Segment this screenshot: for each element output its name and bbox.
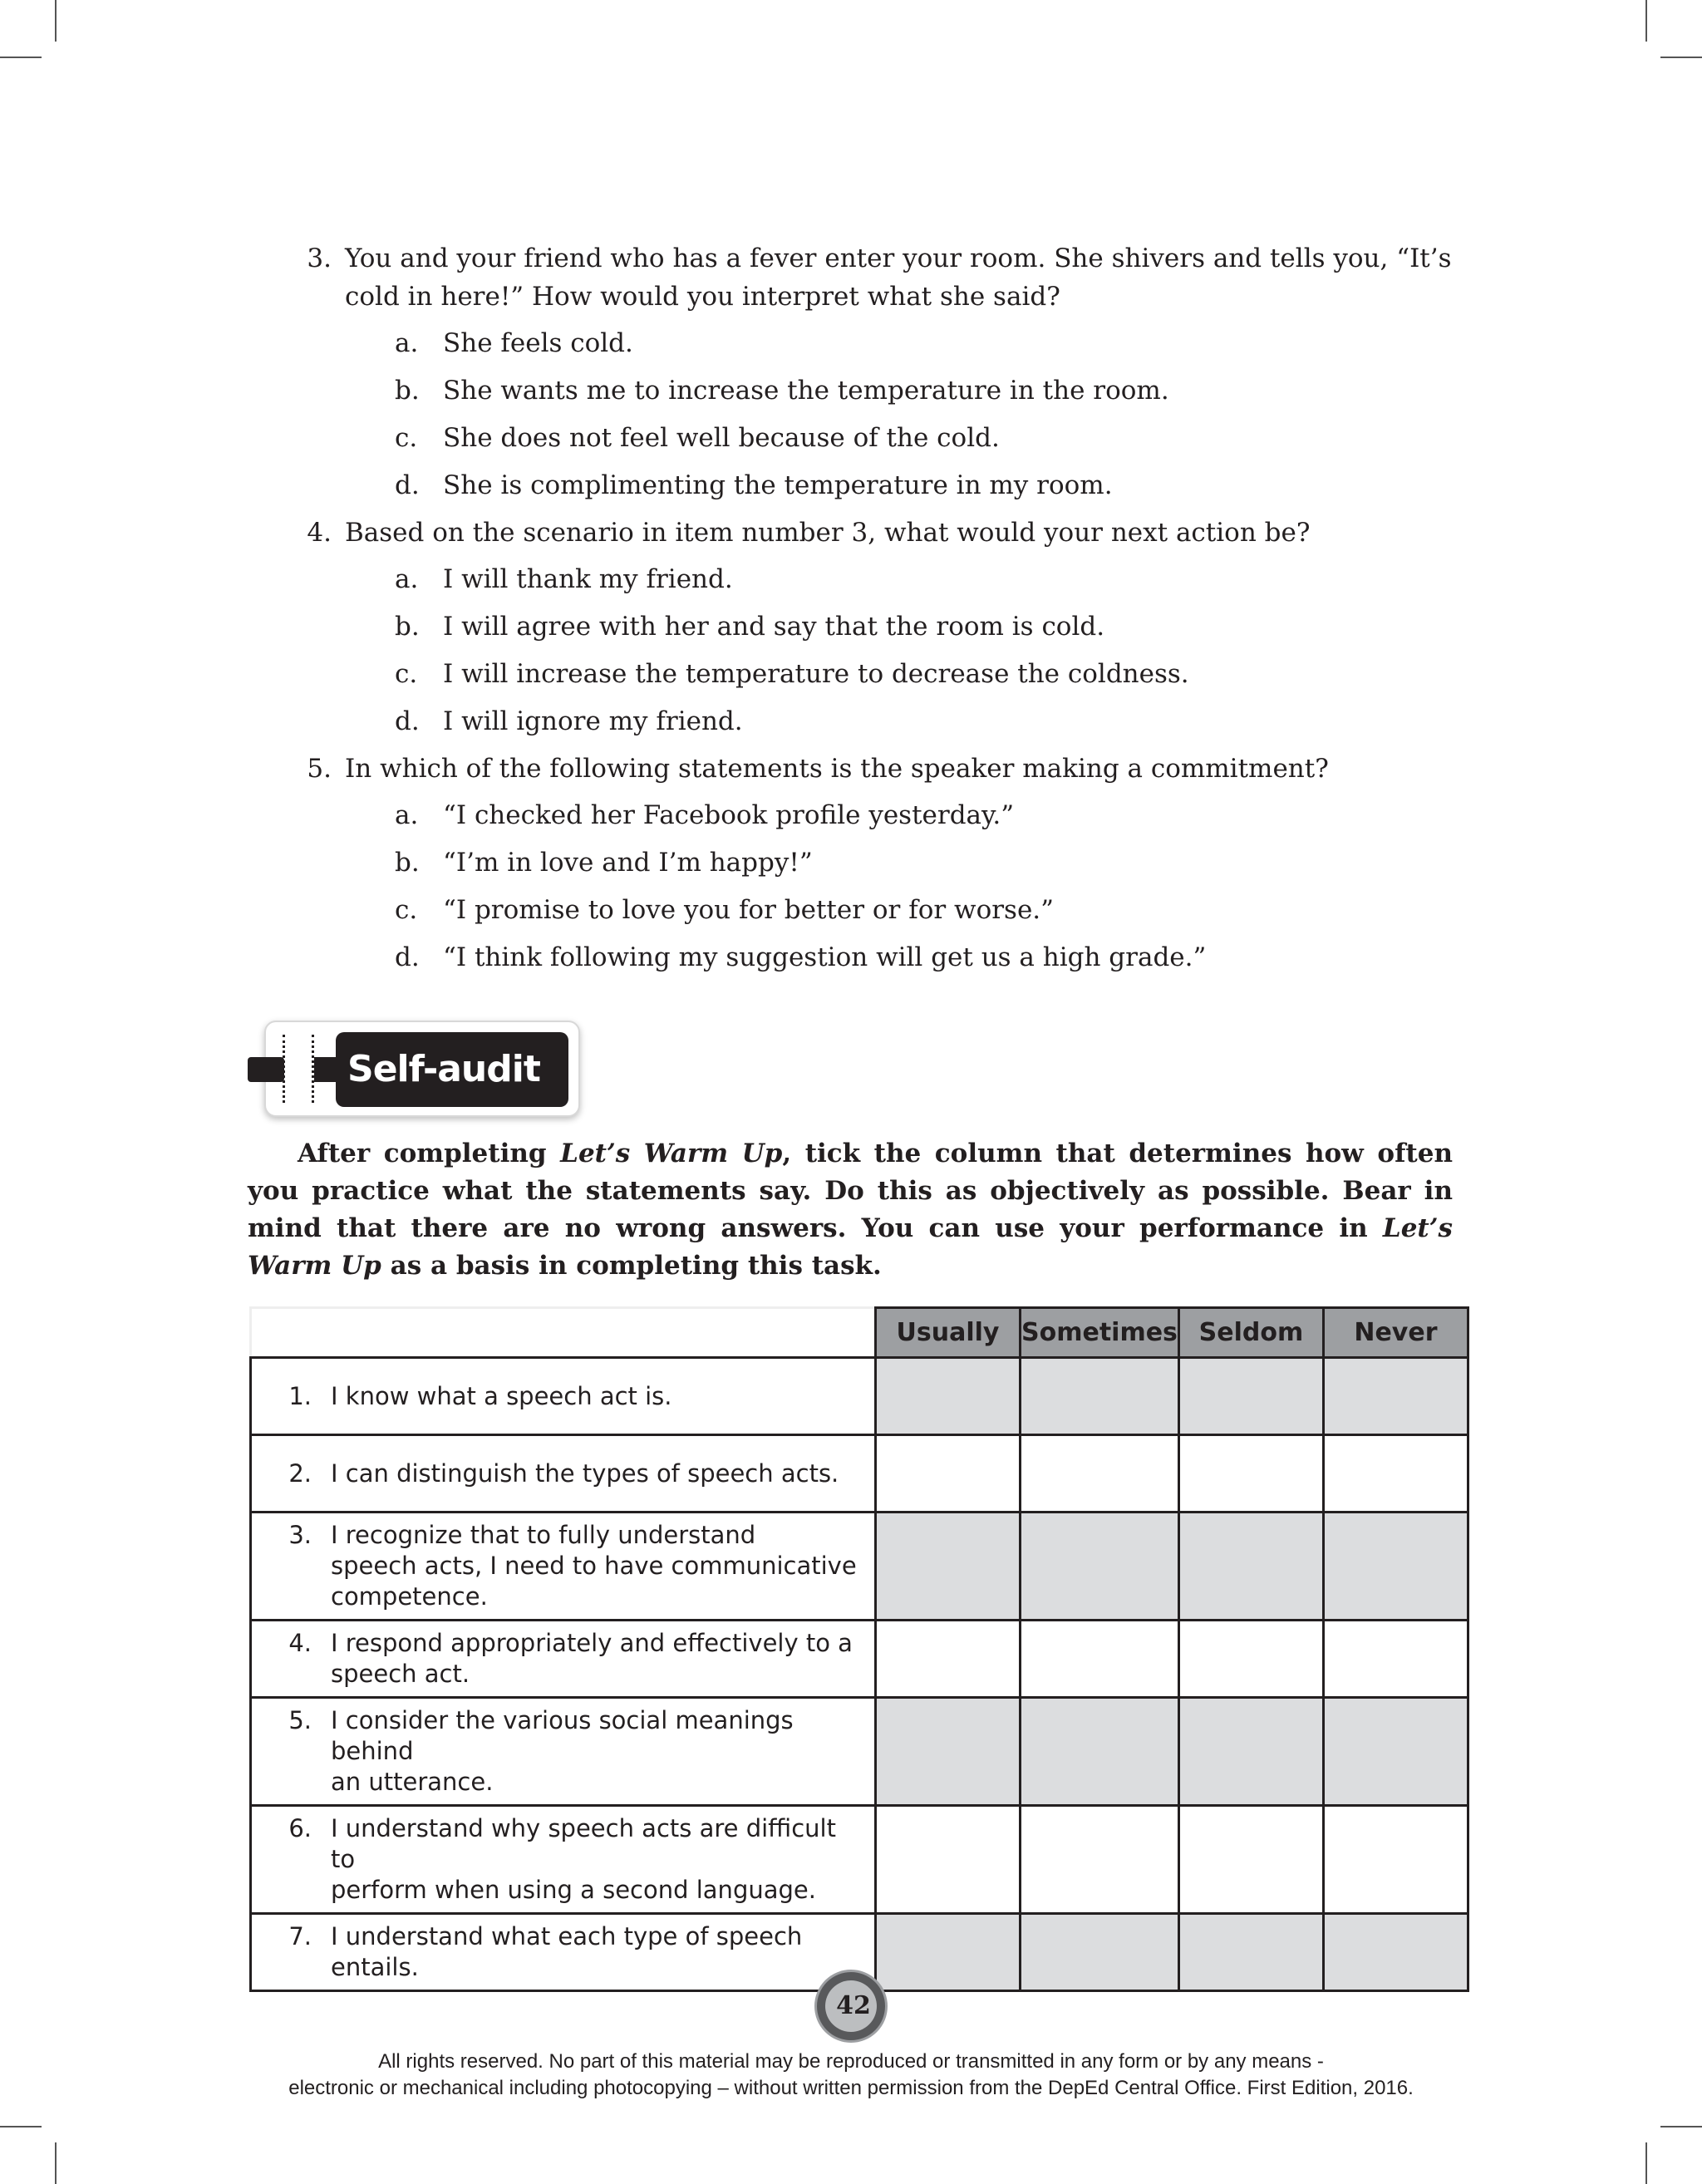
instructions-emphasis: Let’s Warm Up <box>560 1139 783 1168</box>
option-text: I will increase the temperature to decrease the coldness. <box>443 659 1189 689</box>
statement-cell <box>251 1513 876 1621</box>
checkbox-cell-never[interactable] <box>1323 1358 1468 1435</box>
answer-option <box>345 560 1459 598</box>
checkbox-cell-usually[interactable] <box>876 1698 1021 1806</box>
answer-option <box>345 466 1459 504</box>
statement-cell <box>251 1914 876 1991</box>
checkbox-cell-sometimes[interactable] <box>1021 1358 1179 1435</box>
option-letter: b. <box>395 848 420 878</box>
checkbox-cell-usually[interactable] <box>876 1513 1021 1621</box>
statement-number: 5. <box>288 1706 312 1734</box>
table-row <box>251 1513 1468 1621</box>
checkbox-cell-never[interactable] <box>1323 1806 1468 1914</box>
answer-option <box>345 702 1459 740</box>
option-text: “I checked her Facebook profile yesterday.” <box>443 800 1015 830</box>
statement-number: 3. <box>288 1521 312 1549</box>
answer-option <box>345 655 1459 693</box>
checkbox-cell-never[interactable] <box>1323 1914 1468 1991</box>
option-text: “I’m in love and I’m happy!” <box>443 848 813 878</box>
checkbox-cell-seldom[interactable] <box>1178 1621 1323 1698</box>
option-text: “I think following my suggestion will get us a high grade.” <box>443 942 1207 972</box>
statement-cell <box>251 1698 876 1806</box>
column-header-never: Never <box>1323 1308 1468 1358</box>
statement-number: 2. <box>288 1458 312 1488</box>
crop-mark <box>1660 2126 1702 2127</box>
option-letter: d. <box>395 942 420 972</box>
statement-cell <box>251 1621 876 1698</box>
checkbox-cell-never[interactable] <box>1323 1621 1468 1698</box>
checkbox-cell-sometimes[interactable] <box>1021 1914 1179 1991</box>
answer-option <box>345 607 1459 646</box>
question-text: Based on the scenario in item number 3, what would your next action be? <box>345 518 1311 548</box>
table-row <box>251 1358 1468 1435</box>
crop-mark <box>55 0 57 42</box>
answer-option <box>345 324 1459 362</box>
statement-line: speech act. <box>331 1660 470 1688</box>
checkbox-cell-never[interactable] <box>1323 1435 1468 1513</box>
statement-cell <box>251 1435 876 1513</box>
statement-line: I understand why speech acts are difficult to <box>331 1814 836 1873</box>
instructions-text: as a basis in completing this task. <box>381 1251 882 1281</box>
checkbox-cell-seldom[interactable] <box>1178 1806 1323 1914</box>
section-label-stitch <box>283 1035 286 1103</box>
answer-option <box>345 844 1459 882</box>
crop-mark <box>1645 2142 1647 2184</box>
checkbox-cell-seldom[interactable] <box>1178 1914 1323 1991</box>
statement-line: I consider the various social meanings behind <box>331 1706 794 1765</box>
option-letter: c. <box>395 659 418 689</box>
section-title: Self-audit <box>336 1032 568 1107</box>
checkbox-cell-usually[interactable] <box>876 1806 1021 1914</box>
checkbox-cell-seldom[interactable] <box>1178 1698 1323 1806</box>
column-header-sometimes: Sometimes <box>1021 1308 1179 1358</box>
option-text: I will agree with her and say that the room is cold. <box>443 612 1105 642</box>
option-letter: c. <box>395 895 418 925</box>
checkbox-cell-never[interactable] <box>1323 1513 1468 1621</box>
statement-number: 7. <box>288 1922 312 1950</box>
table-row <box>251 1806 1468 1914</box>
crop-mark <box>0 57 42 58</box>
question-item <box>295 514 1459 740</box>
answer-option <box>345 371 1459 410</box>
question-number: 4. <box>307 518 332 548</box>
option-letter: a. <box>395 564 419 594</box>
option-letter: d. <box>395 470 420 500</box>
checkbox-cell-sometimes[interactable] <box>1021 1806 1179 1914</box>
statement-number: 4. <box>288 1629 312 1657</box>
question-item <box>295 750 1459 976</box>
column-header-seldom: Seldom <box>1178 1308 1323 1358</box>
option-text: I will ignore my friend. <box>443 706 743 736</box>
page-number: 42 <box>836 1991 871 2020</box>
crop-mark <box>1660 57 1702 58</box>
option-letter: a. <box>395 800 419 830</box>
answer-option <box>345 796 1459 834</box>
question-text: You and your friend who has a fever enter your room. She shivers and tells you, “It’s cold in here!” How would you interpret what she said? <box>345 243 1452 312</box>
instructions-emphasis: Let’s Warm Up <box>248 1213 1453 1281</box>
section-label-tab <box>248 1057 284 1082</box>
option-text: She does not feel well because of the cold. <box>443 423 1000 453</box>
checkbox-cell-usually[interactable] <box>876 1358 1021 1435</box>
page-number-badge <box>814 1970 888 2043</box>
statement-line: I recognize that to fully understand <box>331 1521 756 1549</box>
option-letter: d. <box>395 706 420 736</box>
question-number: 5. <box>307 754 332 784</box>
footer-line: All rights reserved. No part of this material may be reproduced or transmitted in any form or by any means - <box>378 2050 1324 2073</box>
table-header-row <box>251 1308 1468 1358</box>
checkbox-cell-usually[interactable] <box>876 1621 1021 1698</box>
option-text: I will thank my friend. <box>443 564 733 594</box>
statement-cell <box>251 1806 876 1914</box>
statement-line: I understand what each type of speech entails. <box>331 1922 803 1981</box>
statement-number: 6. <box>288 1814 312 1842</box>
checkbox-cell-usually[interactable] <box>876 1914 1021 1991</box>
statement-line: I know what a speech act is. <box>331 1381 672 1410</box>
option-text: “I promise to love you for better or for worse.” <box>443 895 1055 925</box>
statement-line: an utterance. <box>331 1768 494 1796</box>
checkbox-cell-never[interactable] <box>1323 1698 1468 1806</box>
column-header-usually: Usually <box>876 1308 1021 1358</box>
checkbox-cell-usually[interactable] <box>876 1435 1021 1513</box>
instructions-text: , tick the column that determines how often you practice what the statements say. Do this as objectively as possible. Bear in mind that there are no wrong answers. You can use your performance in <box>248 1139 1453 1243</box>
option-letter: b. <box>395 612 420 642</box>
question-text: In which of the following statements is the speaker making a commitment? <box>345 754 1329 784</box>
option-text: She feels cold. <box>443 328 633 358</box>
statement-line: competence. <box>331 1582 488 1611</box>
footer-line: electronic or mechanical including photocopying – without written permission from the DepEd Central Office. First Edition, 2016. <box>288 2077 1414 2099</box>
copyright-footer <box>166 2049 1536 2102</box>
crop-mark <box>0 2126 42 2127</box>
statement-line: I respond appropriately and effectively to a <box>331 1629 853 1657</box>
checkbox-cell-sometimes[interactable] <box>1021 1621 1179 1698</box>
table-row <box>251 1435 1468 1513</box>
question-list <box>295 239 1459 976</box>
checkbox-cell-seldom[interactable] <box>1178 1435 1323 1513</box>
statement-number: 1. <box>288 1381 312 1410</box>
option-text: She is complimenting the temperature in my room. <box>443 470 1113 500</box>
option-letter: a. <box>395 328 419 358</box>
checkbox-cell-sometimes[interactable] <box>1021 1513 1179 1621</box>
statement-line: speech acts, I need to have communicative <box>331 1552 857 1580</box>
option-text: She wants me to increase the temperature in the room. <box>443 376 1169 406</box>
self-audit-table <box>249 1306 1469 1992</box>
question-item <box>295 239 1459 504</box>
question-number: 3. <box>307 243 332 273</box>
statement-cell <box>251 1358 876 1435</box>
answer-option <box>345 891 1459 929</box>
crop-mark <box>1645 0 1647 42</box>
instructions-paragraph <box>248 1135 1453 1285</box>
table-row <box>251 1698 1468 1806</box>
table-row <box>251 1621 1468 1698</box>
answer-option <box>345 419 1459 457</box>
table-header-blank <box>251 1308 876 1358</box>
checkbox-cell-sometimes[interactable] <box>1021 1698 1179 1806</box>
statement-line: perform when using a second language. <box>331 1876 816 1904</box>
checkbox-cell-sometimes[interactable] <box>1021 1435 1179 1513</box>
checkbox-cell-seldom[interactable] <box>1178 1358 1323 1435</box>
checkbox-cell-seldom[interactable] <box>1178 1513 1323 1621</box>
crop-mark <box>55 2142 57 2184</box>
option-letter: b. <box>395 376 420 406</box>
option-letter: c. <box>395 423 418 453</box>
statement-line: I can distinguish the types of speech acts. <box>331 1458 839 1488</box>
answer-option <box>345 938 1459 976</box>
instructions-text: After completing <box>298 1139 561 1168</box>
